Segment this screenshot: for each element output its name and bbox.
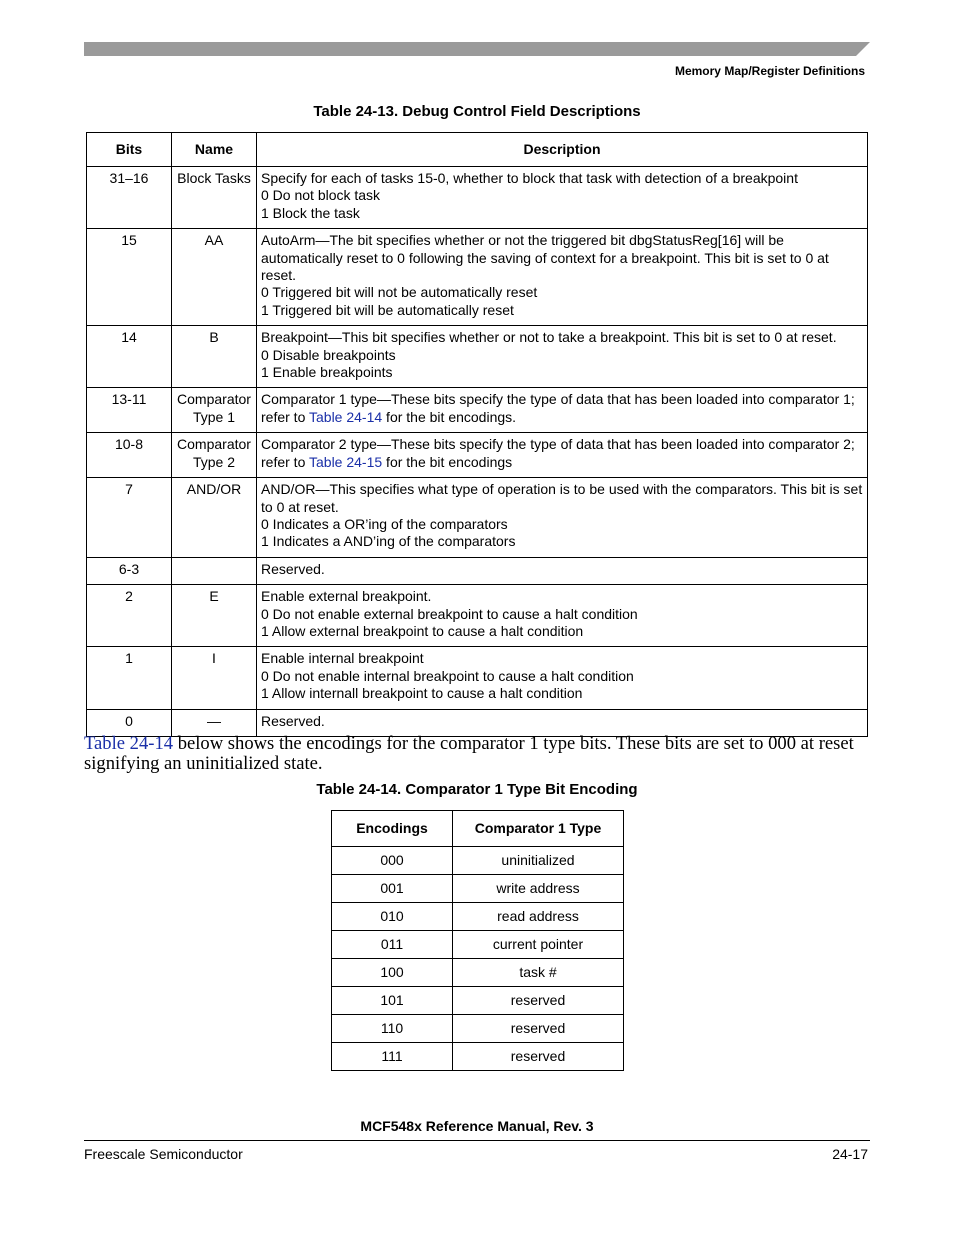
description-line: 0 Triggered bit will not be automatically reset [261, 284, 538, 301]
cell-encoding: 111 [332, 1043, 453, 1071]
table-header-row [87, 133, 868, 167]
cell-name: AA [172, 229, 257, 326]
cell-comparator-type: uninitialized [453, 847, 624, 875]
cell-bits: 2 [87, 585, 172, 647]
cell-name: AND/OR [172, 478, 257, 558]
description-line: Enable internal breakpoint [261, 650, 424, 667]
cell-description [257, 585, 868, 647]
cell-bits: 1 [87, 647, 172, 709]
cell-comparator-type: read address [453, 903, 624, 931]
footer-divider [84, 1140, 870, 1141]
cell-encoding: 010 [332, 903, 453, 931]
cell-name: — [172, 709, 257, 736]
table-header-row [332, 811, 624, 847]
description-line: 0 Do not block task [261, 187, 381, 204]
table-row [332, 875, 624, 903]
header-encodings: Encodings [332, 811, 453, 847]
cell-description [257, 229, 868, 326]
name-line: Type 2 [192, 453, 236, 470]
cell-bits: 6-3 [87, 557, 172, 584]
cell-description [257, 557, 868, 584]
description-line: Enable external breakpoint. [261, 588, 432, 605]
description-line: 1 Allow internall breakpoint to cause a halt condition [261, 685, 583, 702]
table-row [332, 847, 624, 875]
body-paragraph [84, 734, 874, 774]
table-row [332, 931, 624, 959]
cell-comparator-type: write address [453, 875, 624, 903]
table-row [332, 1043, 624, 1071]
cell-bits: 10-8 [87, 433, 172, 478]
cell-encoding: 011 [332, 931, 453, 959]
table-row [87, 388, 868, 433]
table-row [332, 959, 624, 987]
name-line: Comparator [177, 391, 251, 408]
table-row [332, 1015, 624, 1043]
description-line: AND/OR—This specifies what type of operation is to be used with the comparators. This bit is set to 0 at reset. [261, 481, 863, 515]
manual-title: MCF548x Reference Manual, Rev. 3 [360, 1118, 594, 1134]
table-row [332, 987, 624, 1015]
cell-description [257, 326, 868, 388]
name-line: Comparator [177, 436, 251, 453]
cell-name: I [172, 647, 257, 709]
cell-name [172, 433, 257, 478]
description-text: Comparator 1 type—These bits specify the type of data that has been loaded into comparator 1; refer to [261, 391, 855, 425]
cell-comparator-type: reserved [453, 1015, 624, 1043]
table-row [87, 647, 868, 709]
table-reference-link[interactable]: Table 24-14 [309, 408, 383, 425]
page-number: 24-17 [832, 1146, 868, 1162]
table-row [87, 478, 868, 558]
description-line: 0 Disable breakpoints [261, 346, 396, 363]
header-name: Name [172, 133, 257, 167]
description-line: 1 Allow external breakpoint to cause a halt condition [261, 622, 584, 639]
description-line: 1 Enable breakpoints [261, 364, 393, 381]
cell-bits: 14 [87, 326, 172, 388]
table-row [87, 433, 868, 478]
cell-bits: 15 [87, 229, 172, 326]
table-row [332, 903, 624, 931]
description-line: 0 Indicates a OR’ing of the comparators [261, 515, 508, 532]
company-name: Freescale Semiconductor [84, 1146, 243, 1162]
comparator-type-encoding-table [331, 810, 624, 1071]
header-bar [84, 42, 870, 56]
cell-comparator-type: task # [453, 959, 624, 987]
cell-name: E [172, 585, 257, 647]
section-header: Memory Map/Register Definitions [674, 64, 865, 78]
cell-description [257, 388, 868, 433]
description-line: Breakpoint—This bit specifies whether or not to take a breakpoint. This bit is set to 0 at reset. [261, 329, 837, 346]
description-line: 1 Triggered bit will be automatically reset [261, 301, 514, 318]
table-24-14-link[interactable]: Table 24-14 [84, 733, 174, 754]
description-line: Reserved. [261, 560, 325, 577]
cell-bits: 0 [87, 709, 172, 736]
cell-name [172, 388, 257, 433]
table-reference-link[interactable]: Table 24-15 [309, 453, 383, 470]
description-line: 0 Do not enable internal breakpoint to cause a halt condition [261, 667, 634, 684]
cell-description [257, 433, 868, 478]
description-text: for the bit encodings. [382, 408, 517, 425]
description-text: Comparator 2 type—These bits specify the type of data that has been loaded into comparator 2; refer to [261, 436, 855, 470]
table-24-13-caption: Table 24-13. Debug Control Field Descriptions [313, 103, 641, 120]
description-text: for the bit encodings [382, 453, 513, 470]
description-line: AutoArm—The bit specifies whether or not the triggered bit dbgStatusReg[16] will be automatically reset to 0 following the saving of context for a breakpoint. This bit is set to 0 at reset. [261, 232, 829, 284]
cell-encoding: 001 [332, 875, 453, 903]
cell-encoding: 000 [332, 847, 453, 875]
cell-description [257, 167, 868, 229]
cell-encoding: 110 [332, 1015, 453, 1043]
table-row [87, 585, 868, 647]
debug-control-field-table [86, 132, 868, 737]
cell-bits: 7 [87, 478, 172, 558]
table-row [87, 326, 868, 388]
cell-name: B [172, 326, 257, 388]
table-row [87, 229, 868, 326]
description-line: 1 Block the task [261, 204, 360, 221]
description-line: 0 Do not enable external breakpoint to cause a halt condition [261, 605, 638, 622]
cell-encoding: 101 [332, 987, 453, 1015]
cell-comparator-type: reserved [453, 1043, 624, 1071]
cell-name: Block Tasks [172, 167, 257, 229]
cell-comparator-type: current pointer [453, 931, 624, 959]
cell-name [172, 557, 257, 584]
cell-encoding: 100 [332, 959, 453, 987]
cell-bits: 13-11 [87, 388, 172, 433]
description-line: 1 Indicates a AND’ing of the comparators [261, 533, 516, 550]
name-line: Type 1 [192, 408, 236, 425]
cell-description [257, 478, 868, 558]
cell-comparator-type: reserved [453, 987, 624, 1015]
table-24-14-caption: Table 24-14. Comparator 1 Type Bit Encoding [316, 781, 638, 798]
paragraph-text: below shows the encodings for the comparator 1 type bits. These bits are set to 000 at reset signifying an uninitialized state. [84, 733, 854, 774]
header-description: Description [257, 133, 868, 167]
description-line: Reserved. [261, 712, 325, 729]
header-bits: Bits [87, 133, 172, 167]
table-row [87, 167, 868, 229]
header-comparator-type: Comparator 1 Type [453, 811, 624, 847]
cell-bits: 31–16 [87, 167, 172, 229]
description-line: Specify for each of tasks 15-0, whether to block that task with detection of a breakpoint [261, 170, 798, 186]
table-row [87, 557, 868, 584]
cell-description [257, 647, 868, 709]
